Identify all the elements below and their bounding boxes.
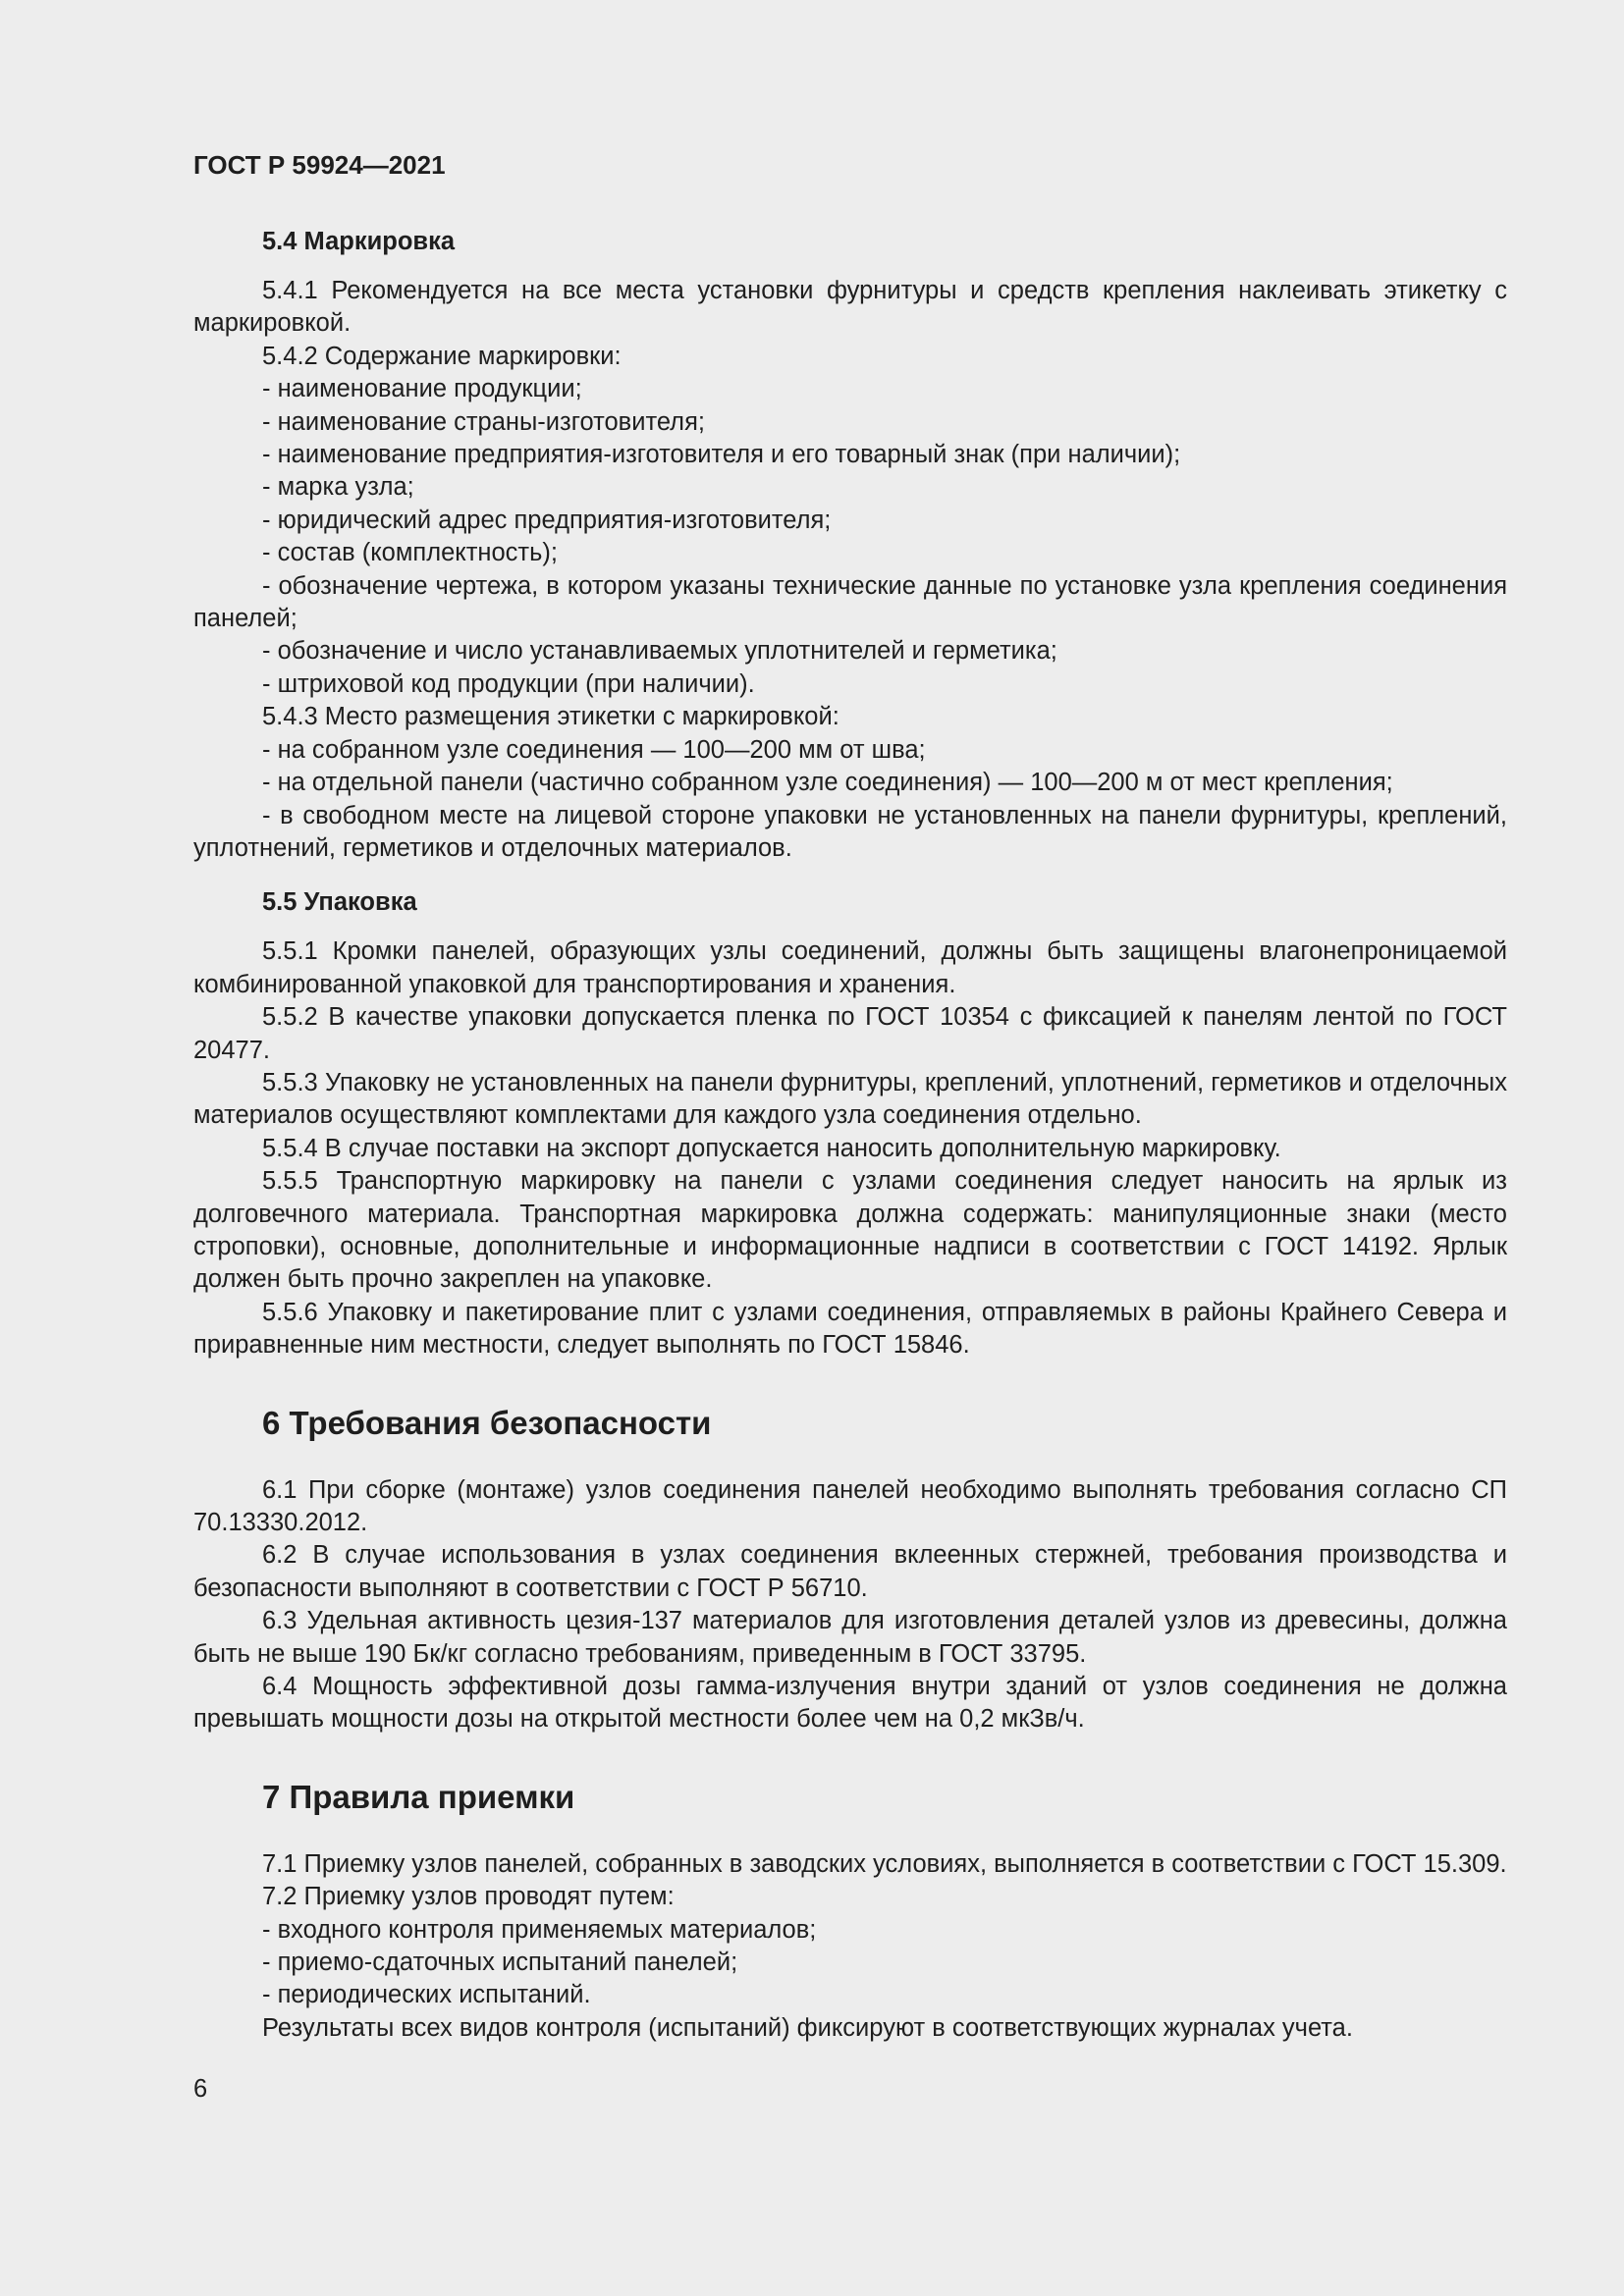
paragraph-7-2: 7.2 Приемку узлов проводят путем: [262, 1883, 675, 1911]
paragraph-6-1: 6.1 При сборке (монтаже) узлов соединения панелей необходимо выполнять требования согласно СП 70.13330.2012. [193, 1475, 1507, 1536]
list-item: - на собранном узле соединения — 100—200 мм от шва; [262, 735, 926, 764]
list-item: - обозначение и число устанавливаемых уплотнителей и герметика; [262, 637, 1057, 666]
paragraph-7-1: 7.1 Приемку узлов панелей, собранных в заводских условиях, выполняется в соответствии с ГОСТ 15.309. [262, 1849, 1507, 1878]
paragraph-5-5-3: 5.5.3 Упаковку не установленных на панели фурнитуры, креплений, уплотнений, герметиков и отделочных материалов осуществляют комплектами для каждого узла соединения отдельно. [193, 1068, 1507, 1130]
list-item: - наименование продукции; [262, 375, 582, 403]
paragraph-5-5-5: 5.5.5 Транспортную маркировку на панели с узлами соединения следует наносить на ярлык из долговечного материала. Транспортная маркировка должна содержать: манипуляционные знаки (место строповки), основные, дополнительные и информационные надписи в соответствии с ГОСТ 14192. Ярлык должен быть прочно закреплен на упаковке. [193, 1167, 1507, 1294]
paragraph-7-results: Результаты всех видов контроля (испытаний) фиксируют в соответствующих журналах учета. [262, 2013, 1353, 2042]
list-item: - периодических испытаний. [262, 1981, 591, 2009]
list-item: - приемо-сдаточных испытаний панелей; [262, 1949, 738, 1977]
document-id-header: ГОСТ Р 59924—2021 [193, 150, 446, 180]
section-5-4-title: 5.4 Маркировка [262, 228, 456, 255]
list-item: - на отдельной панели (частично собранном узле соединения) — 100—200 м от мест крепления; [262, 769, 1393, 797]
paragraph-5-5-4: 5.5.4 В случае поставки на экспорт допускается наносить дополнительную маркировку. [262, 1134, 1281, 1162]
paragraph-5-5-6: 5.5.6 Упаковку и пакетирование плит с узлами соединения, отправляемых в районы Крайнего Севера и приравненные ним местности, следует выполнять по ГОСТ 15846. [193, 1298, 1507, 1360]
section-7-title: 7 Правила приемки [262, 1778, 575, 1815]
list-item: - марка узла; [262, 473, 414, 502]
document-body [193, 224, 1507, 2045]
paragraph-6-2: 6.2 В случае использования в узлах соединения вклеенных стержней, требования производства и безопасности выполняют в соответствии с ГОСТ Р 56710. [193, 1541, 1507, 1602]
paragraph-5-5-2: 5.5.2 В качестве упаковки допускается пленка по ГОСТ 10354 с фиксацией к панелям лентой по ГОСТ 20477. [193, 1003, 1507, 1064]
list-item: - штриховой код продукции (при наличии). [262, 669, 755, 698]
paragraph-6-3: 6.3 Удельная активность цезия-137 материалов для изготовления деталей узлов из древесины, должна быть не выше 190 Бк/кг согласно требованиям, приведенным в ГОСТ 33795. [193, 1607, 1507, 1668]
list-item: - входного контроля применяемых материалов; [262, 1915, 817, 1944]
paragraph-5-4-1: 5.4.1 Рекомендуется на все места установки фурнитуры и средств крепления наклеивать этикетку с маркировкой. [193, 277, 1507, 338]
paragraph-5-4-3: 5.4.3 Место размещения этикетки с маркировкой: [262, 703, 839, 731]
paragraph-5-4-2: 5.4.2 Содержание маркировки: [262, 342, 622, 370]
paragraph-5-5-1: 5.5.1 Кромки панелей, образующих узлы соединений, должны быть защищены влагонепроницаемой комбинированной упаковкой для транспортирования и хранения. [193, 937, 1507, 998]
paragraph-6-4: 6.4 Мощность эффективной дозы гамма-излучения внутри зданий от узлов соединения не должна превышать мощности дозы на открытой местности более чем на 0,2 мкЗв/ч. [193, 1673, 1507, 1734]
list-item: - в свободном месте на лицевой стороне упаковки не установленных на панели фурнитуры, креплений, уплотнений, герметиков и отделочных материалов. [193, 801, 1507, 862]
section-5-5-title: 5.5 Упаковка [262, 888, 417, 917]
list-item: - наименование страны-изготовителя; [262, 407, 705, 436]
list-item: - юридический адрес предприятия-изготовителя; [262, 506, 832, 534]
list-item: - состав (комплектность); [262, 539, 558, 567]
list-item: - обозначение чертежа, в котором указаны технические данные по установке узла крепления соединения панелей; [193, 571, 1507, 633]
list-item: - наименование предприятия-изготовителя и его товарный знак (при наличии); [262, 441, 1181, 469]
section-6-title: 6 Требования безопасности [262, 1404, 712, 1441]
page-number: 6 [193, 2075, 208, 2103]
